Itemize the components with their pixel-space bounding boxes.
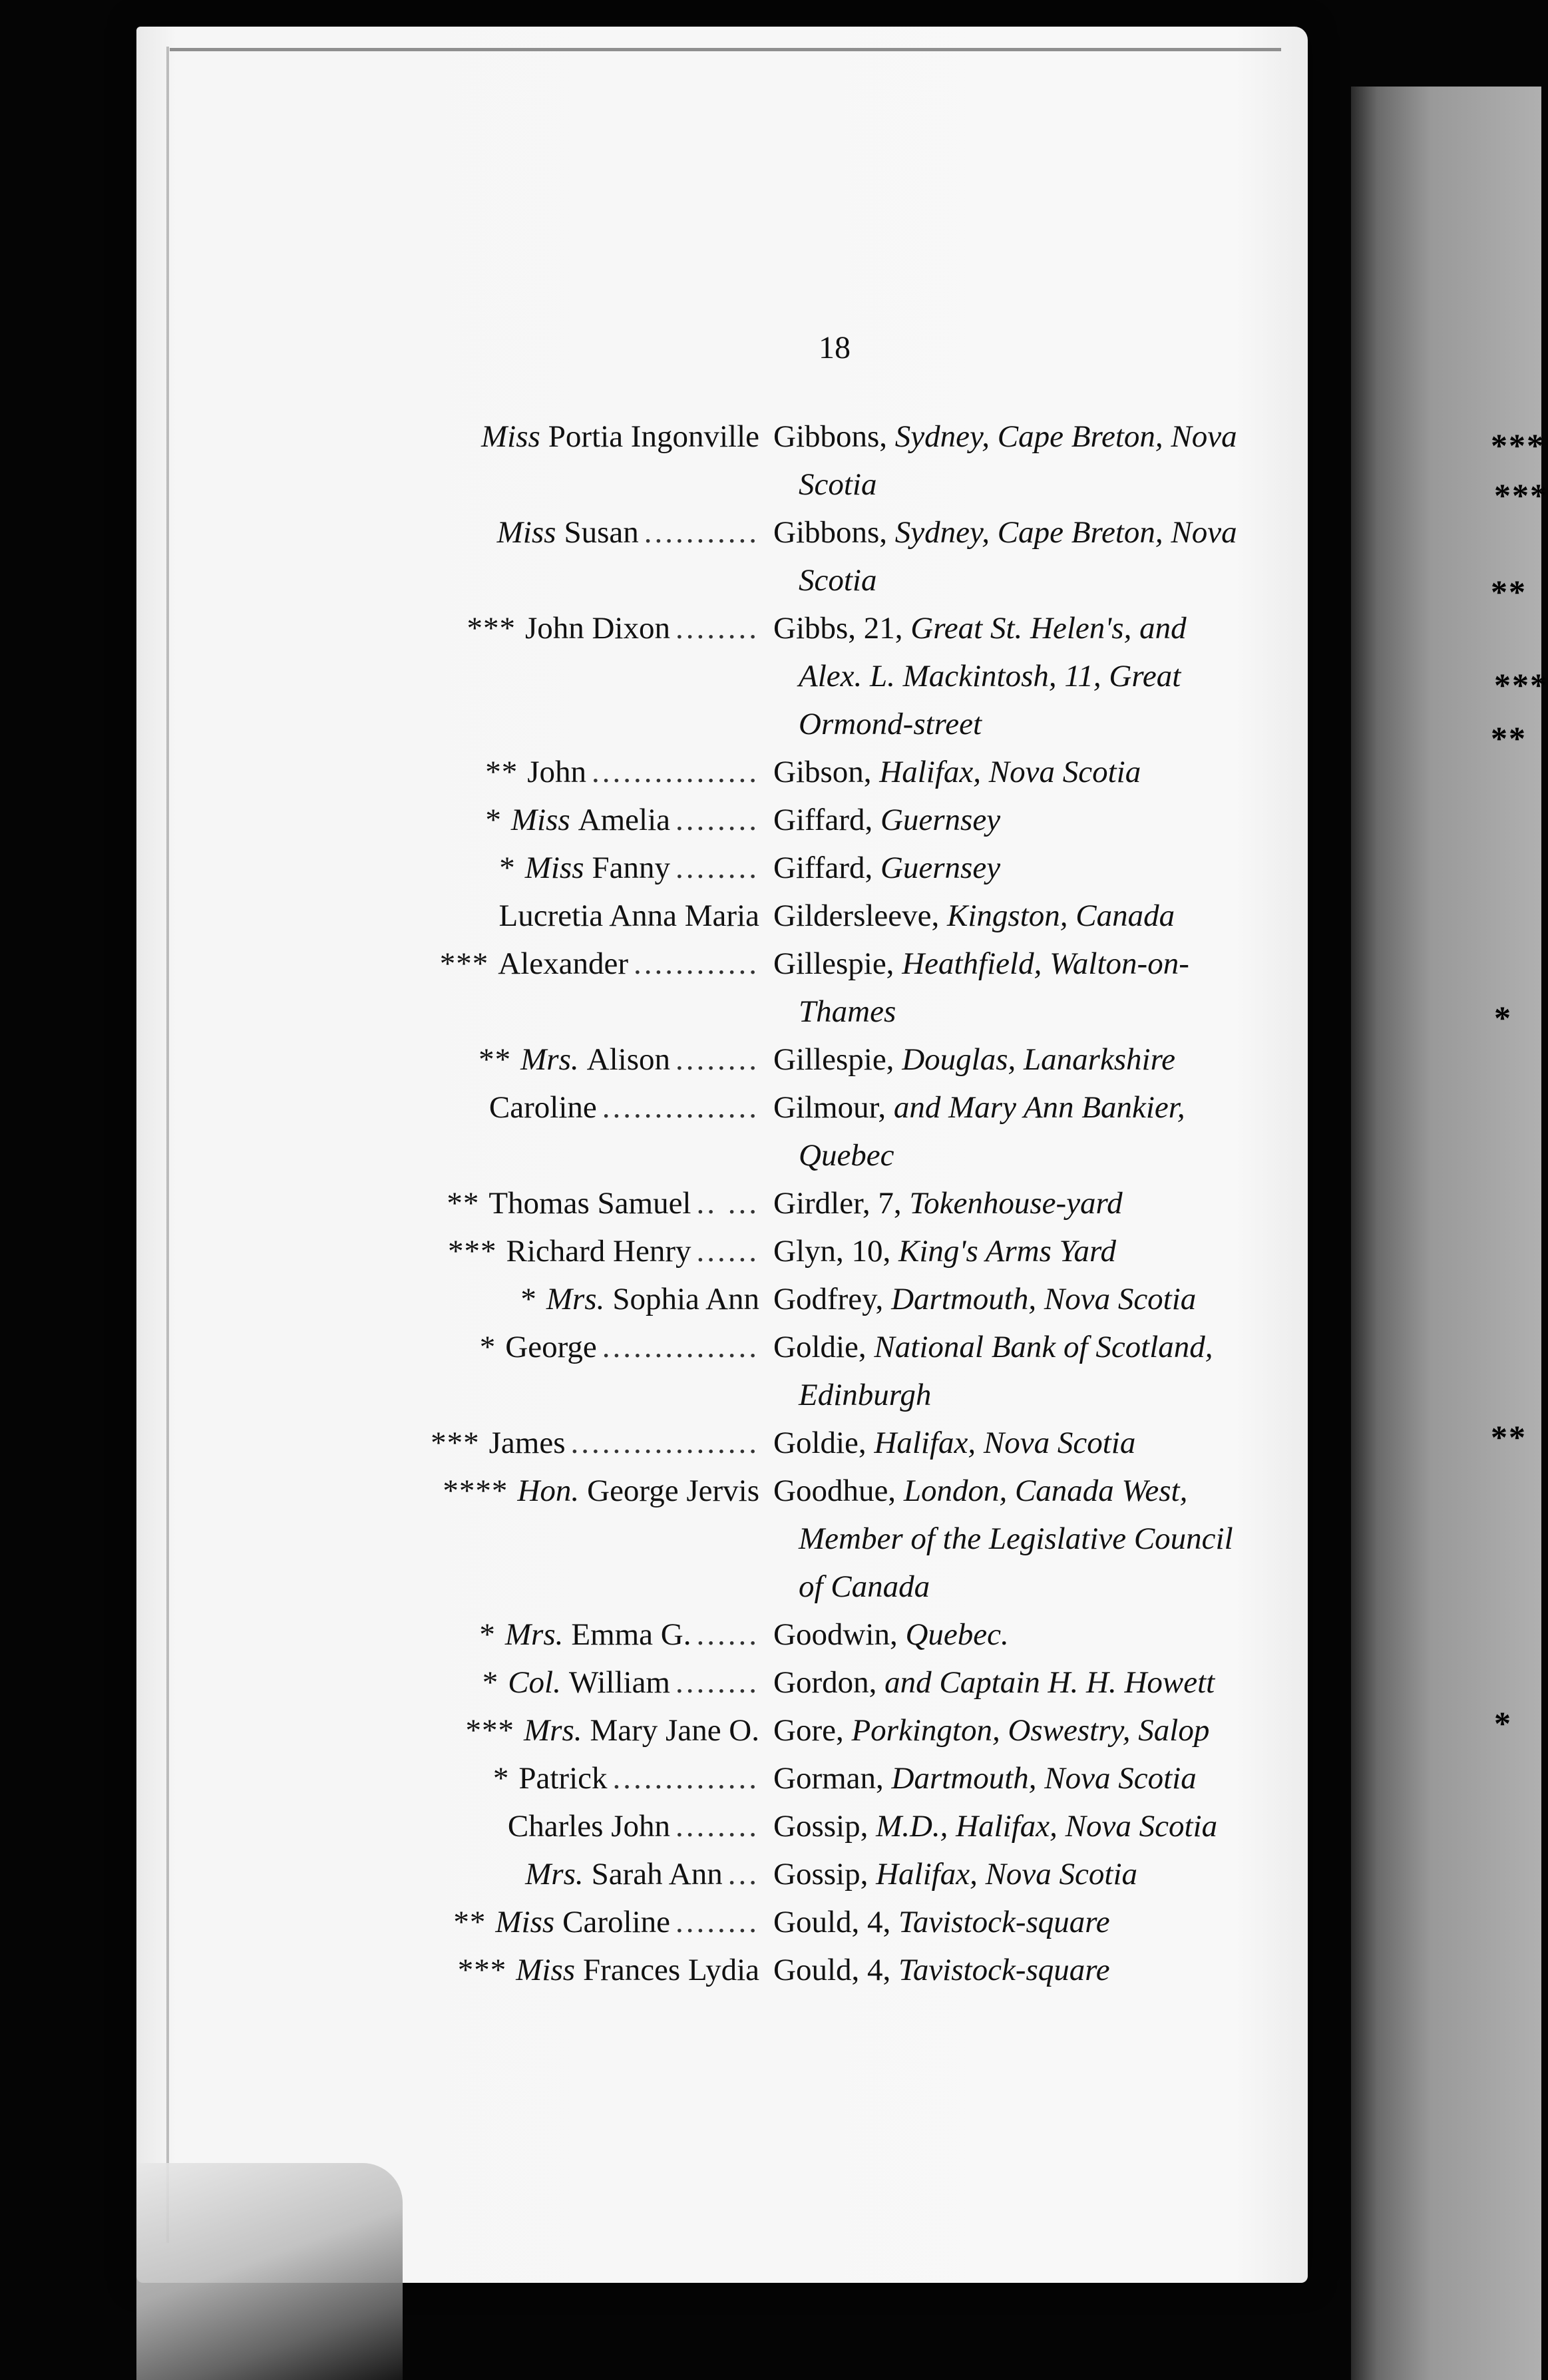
entry-address: Tokenhouse-yard xyxy=(909,1186,1123,1221)
entry-continuation-text: Edinburgh xyxy=(799,1378,932,1412)
entry-name xyxy=(497,508,759,556)
entry-surname: Gordon, xyxy=(773,1665,885,1700)
entry-address: Sydney, Cape Breton, Nova xyxy=(894,515,1237,550)
entry-surname-address xyxy=(773,940,1189,988)
facing-page-mark: ** xyxy=(1491,719,1527,757)
entry-address: Sydney, Cape Breton, Nova xyxy=(894,419,1237,454)
entry-surname-address xyxy=(773,844,1000,892)
entry-title: Miss xyxy=(496,515,556,550)
entry-title: Miss xyxy=(495,1905,555,1939)
entry-given-name: Mary Jane O. xyxy=(590,1713,759,1748)
entry-given-name: Emma G. xyxy=(571,1617,691,1652)
entry-given-name: Sarah Ann xyxy=(591,1857,723,1891)
list-entry xyxy=(0,1659,1541,1706)
entry-name xyxy=(431,1419,759,1467)
entry-given-name: Susan xyxy=(564,515,639,550)
entry-address: King's Arms Yard xyxy=(898,1234,1117,1269)
entry-stars: *** xyxy=(457,1953,507,1987)
entry-address: M.D., Halifax, Nova Scotia xyxy=(876,1809,1218,1844)
list-entry xyxy=(0,1850,1541,1898)
entry-leader: ........ xyxy=(676,851,759,885)
entry-stars: * xyxy=(492,1761,510,1796)
entry-surname: Godfrey, xyxy=(773,1282,892,1316)
entry-name xyxy=(467,604,759,652)
entry-stars: *** xyxy=(439,946,489,981)
list-entry xyxy=(0,1179,1541,1227)
list-entry xyxy=(0,1036,1541,1084)
entry-surname-address xyxy=(773,1754,1197,1802)
entry-title: Mrs. xyxy=(504,1617,564,1652)
facing-page-mark: *** xyxy=(1491,427,1545,464)
entry-surname: Gildersleeve, xyxy=(773,898,948,933)
entry-name xyxy=(499,892,760,940)
entry-continuation xyxy=(0,700,1541,748)
entry-surname-address xyxy=(773,796,1000,844)
entry-stars: *** xyxy=(467,611,516,646)
entry-surname-address xyxy=(773,1946,1110,1994)
entry-surname-address xyxy=(773,1802,1217,1850)
entry-given-name: Alexander xyxy=(498,946,628,981)
entry-stars: * xyxy=(479,1330,496,1364)
entry-address: and Mary Ann Bankier, xyxy=(893,1090,1185,1125)
facing-page-mark: ** xyxy=(1491,1418,1527,1456)
entry-address: Douglas, Lanarkshire xyxy=(902,1042,1176,1077)
entry-surname: Gorman, xyxy=(773,1761,892,1796)
entry-leader: ...... xyxy=(696,1234,759,1269)
entry-surname: Gould, 4, xyxy=(773,1905,898,1939)
facing-page-mark: * xyxy=(1494,1704,1512,1742)
entry-address: Porkington, Oswestry, Salop xyxy=(851,1713,1210,1748)
entry-continuation xyxy=(0,1131,1541,1179)
list-entry xyxy=(0,1611,1541,1659)
entry-continuation-text: Quebec xyxy=(799,1138,894,1173)
entry-given-name: Patrick xyxy=(518,1761,608,1796)
entry-name xyxy=(480,1323,759,1371)
entry-address: Guernsey xyxy=(880,803,1001,837)
facing-page-mark: * xyxy=(1494,999,1512,1036)
entry-name xyxy=(485,748,759,796)
entry-name xyxy=(489,1084,759,1131)
entry-continuation-text: Member of the Legislative Council xyxy=(799,1521,1233,1556)
entry-surname: Gibbs, 21, xyxy=(773,611,911,646)
list-entry xyxy=(0,892,1541,940)
entry-continuation xyxy=(0,461,1541,508)
entry-leader: ........ xyxy=(676,1042,759,1077)
entry-title: Miss xyxy=(481,419,540,454)
entry-continuation-text: of Canada xyxy=(799,1569,930,1604)
entry-surname: Gore, xyxy=(773,1713,852,1748)
entry-given-name: John xyxy=(527,755,586,789)
list-entry xyxy=(0,1467,1541,1515)
entry-address: Dartmouth, Nova Scotia xyxy=(891,1761,1197,1796)
entry-stars: * xyxy=(499,851,516,885)
entry-stars: * xyxy=(485,803,502,837)
entry-title: Miss xyxy=(524,851,584,885)
entry-stars: ** xyxy=(447,1186,480,1221)
entry-name xyxy=(447,1179,759,1227)
entry-name xyxy=(448,1227,759,1275)
entry-given-name: Portia Ingonville xyxy=(548,419,759,454)
entry-surname-address xyxy=(773,1323,1213,1371)
entry-given-name: John Dixon xyxy=(524,611,670,646)
entry-name xyxy=(481,413,759,461)
list-entry xyxy=(0,1754,1541,1802)
list-entry xyxy=(0,508,1541,556)
list-entry xyxy=(0,1275,1541,1323)
entry-surname-address xyxy=(773,1036,1175,1084)
entry-stars: * xyxy=(520,1282,537,1316)
entry-surname: Goodwin, xyxy=(773,1617,906,1652)
entry-surname-address xyxy=(773,604,1187,652)
entry-surname: Gibbons, xyxy=(773,515,895,550)
entry-given-name: George Jervis xyxy=(587,1474,759,1508)
entry-stars: *** xyxy=(465,1713,514,1748)
entry-continuation-text: Scotia xyxy=(799,563,877,598)
entry-given-name: Caroline xyxy=(488,1090,597,1125)
entry-surname-address xyxy=(773,1659,1215,1706)
entry-surname: Gossip, xyxy=(773,1809,876,1844)
entry-address: London, Canada West, xyxy=(903,1474,1188,1508)
facing-page-mark: ** xyxy=(1491,573,1527,610)
entry-leader: ................ xyxy=(592,755,759,789)
entry-name xyxy=(499,844,759,892)
entry-name xyxy=(508,1802,759,1850)
entry-stars: *** xyxy=(448,1234,497,1269)
page-corner-curl xyxy=(136,2163,403,2380)
entry-given-name: Lucretia Anna Maria xyxy=(498,898,759,933)
entry-surname-address xyxy=(773,1179,1123,1227)
entry-address: Great St. Helen's, and xyxy=(910,611,1187,646)
list-entry xyxy=(0,1898,1541,1946)
list-entry xyxy=(0,796,1541,844)
entry-given-name: William xyxy=(568,1665,670,1700)
entry-stars: ** xyxy=(485,755,518,789)
entry-continuation xyxy=(0,652,1541,700)
entry-address: Halifax, Nova Scotia xyxy=(879,755,1141,789)
entry-address: National Bank of Scotland, xyxy=(874,1330,1213,1364)
entry-address: Quebec. xyxy=(905,1617,1009,1652)
entry-surname-address xyxy=(773,892,1175,940)
list-entry xyxy=(0,1419,1541,1467)
entry-title: Col. xyxy=(508,1665,561,1700)
entry-continuation-text: Alex. L. Mackintosh, 11, Great xyxy=(799,659,1181,694)
entry-surname: Goodhue, xyxy=(773,1474,904,1508)
entry-stars: * xyxy=(482,1665,499,1700)
list-entry xyxy=(0,748,1541,796)
entry-leader: ........ xyxy=(676,1809,759,1844)
entry-given-name: Thomas Samuel xyxy=(488,1186,691,1221)
entry-surname: Gibson, xyxy=(773,755,880,789)
entry-leader: ........ xyxy=(676,803,759,837)
entry-leader: ........ xyxy=(676,1665,759,1700)
entry-surname-address xyxy=(773,1419,1135,1467)
entry-name xyxy=(525,1850,759,1898)
entry-name xyxy=(493,1754,759,1802)
entry-address: Tavistock-square xyxy=(898,1905,1110,1939)
entry-name xyxy=(466,1706,760,1754)
list-entry xyxy=(0,604,1541,652)
entry-address: Kingston, Canada xyxy=(947,898,1175,933)
entry-given-name: Richard Henry xyxy=(506,1234,691,1269)
entry-surname: Giffard, xyxy=(773,803,880,837)
entry-surname-address xyxy=(773,1084,1185,1131)
list-entry xyxy=(0,413,1541,461)
entry-leader: ........... xyxy=(644,515,759,550)
entry-stars: *** xyxy=(431,1426,480,1460)
entry-given-name: Charles John xyxy=(507,1809,670,1844)
entry-surname: Gossip, xyxy=(773,1857,876,1891)
entry-title: Hon. xyxy=(517,1474,580,1508)
entry-surname: Gould, 4, xyxy=(773,1953,898,1987)
entry-address: Dartmouth, Nova Scotia xyxy=(891,1282,1197,1316)
entry-leader: ............... xyxy=(602,1090,759,1125)
entry-title: Miss xyxy=(510,803,570,837)
entry-continuation xyxy=(0,556,1541,604)
page-top-rule xyxy=(170,48,1281,51)
entry-continuation xyxy=(0,988,1541,1036)
list-entry xyxy=(0,844,1541,892)
entry-continuation xyxy=(0,1515,1541,1563)
entry-surname: Gilmour, xyxy=(773,1090,894,1125)
entry-title: Mrs. xyxy=(546,1282,605,1316)
facing-page-mark: *** xyxy=(1494,477,1548,514)
entry-surname: Girdler, 7, xyxy=(773,1186,910,1221)
entry-name xyxy=(520,1275,759,1323)
entry-surname-address xyxy=(773,1850,1137,1898)
entry-address: Heathfield, Walton-on- xyxy=(902,946,1189,981)
list-entry xyxy=(0,1323,1541,1371)
entry-stars: **** xyxy=(443,1474,508,1508)
entry-given-name: Fanny xyxy=(592,851,670,885)
entry-stars: * xyxy=(479,1617,496,1652)
entry-leader: ... xyxy=(727,1857,759,1891)
entry-address: and Captain H. H. Howett xyxy=(884,1665,1215,1700)
entry-stars: ** xyxy=(479,1042,512,1077)
list-entry xyxy=(0,1946,1541,1994)
entry-name xyxy=(479,1036,759,1084)
entry-name xyxy=(453,1898,759,1946)
entry-given-name: Amelia xyxy=(578,803,670,837)
facing-page-mark: *** xyxy=(1494,666,1548,703)
list-entry xyxy=(0,1802,1541,1850)
entry-given-name: Alison xyxy=(586,1042,670,1077)
entry-given-name: George xyxy=(505,1330,597,1364)
entry-continuation xyxy=(0,1563,1541,1611)
entry-leader: ........ xyxy=(676,611,759,646)
entry-surname-address xyxy=(773,508,1237,556)
entry-leader: ............ xyxy=(634,946,759,981)
entry-leader: ........ xyxy=(676,1905,759,1939)
entry-surname: Gillespie, xyxy=(773,1042,902,1077)
entry-given-name: Caroline xyxy=(562,1905,670,1939)
entry-name xyxy=(440,940,759,988)
entry-leader: .............. xyxy=(612,1761,759,1796)
entry-surname-address xyxy=(773,1706,1209,1754)
page-number: 18 xyxy=(819,330,851,365)
entry-name xyxy=(458,1946,759,1994)
entry-name xyxy=(479,1611,759,1659)
entry-surname: Gillespie, xyxy=(773,946,902,981)
entry-title: Mrs. xyxy=(524,1713,582,1748)
entry-name xyxy=(483,1659,759,1706)
entry-name xyxy=(443,1467,759,1515)
entry-surname: Goldie, xyxy=(773,1330,874,1364)
entry-leader: ...... xyxy=(696,1617,759,1652)
entry-surname-address xyxy=(773,413,1237,461)
entry-surname-address xyxy=(773,1611,1009,1659)
entry-surname: Giffard, xyxy=(773,851,880,885)
entry-address: Halifax, Nova Scotia xyxy=(874,1426,1136,1460)
entry-continuation xyxy=(0,1371,1541,1419)
entry-stars: ** xyxy=(453,1905,486,1939)
entry-continuation-text: Ormond-street xyxy=(799,707,982,741)
entry-continuation-text: Thames xyxy=(799,994,896,1029)
entry-surname-address xyxy=(773,1275,1196,1323)
entry-title: Mrs. xyxy=(520,1042,579,1077)
entry-given-name: James xyxy=(488,1426,566,1460)
entry-surname-address xyxy=(773,1898,1110,1946)
list-entry xyxy=(0,1227,1541,1275)
entry-address: Tavistock-square xyxy=(898,1953,1110,1987)
list-entry xyxy=(0,1084,1541,1131)
entry-address: Guernsey xyxy=(880,851,1001,885)
entry-surname: Glyn, 10, xyxy=(773,1234,898,1269)
entry-surname-address xyxy=(773,1467,1187,1515)
list-entry xyxy=(0,940,1541,988)
entry-given-name: Sophia Ann xyxy=(612,1282,759,1316)
entry-surname-address xyxy=(773,1227,1116,1275)
entry-given-name: Frances Lydia xyxy=(583,1953,759,1987)
entry-title: Mrs. xyxy=(525,1857,584,1891)
entry-leader: .. ... xyxy=(696,1186,759,1221)
entry-surname: Goldie, xyxy=(773,1426,874,1460)
entry-address: Halifax, Nova Scotia xyxy=(876,1857,1138,1891)
entry-continuation-text: Scotia xyxy=(799,467,877,502)
entry-name xyxy=(485,796,759,844)
entry-leader: ............... xyxy=(602,1330,759,1364)
entry-leader: .................. xyxy=(570,1426,759,1460)
entry-title: Miss xyxy=(516,1953,576,1987)
list-entry xyxy=(0,1706,1541,1754)
subscriber-list xyxy=(0,413,1541,1994)
entry-surname: Gibbons, xyxy=(773,419,895,454)
entry-surname-address xyxy=(773,748,1141,796)
